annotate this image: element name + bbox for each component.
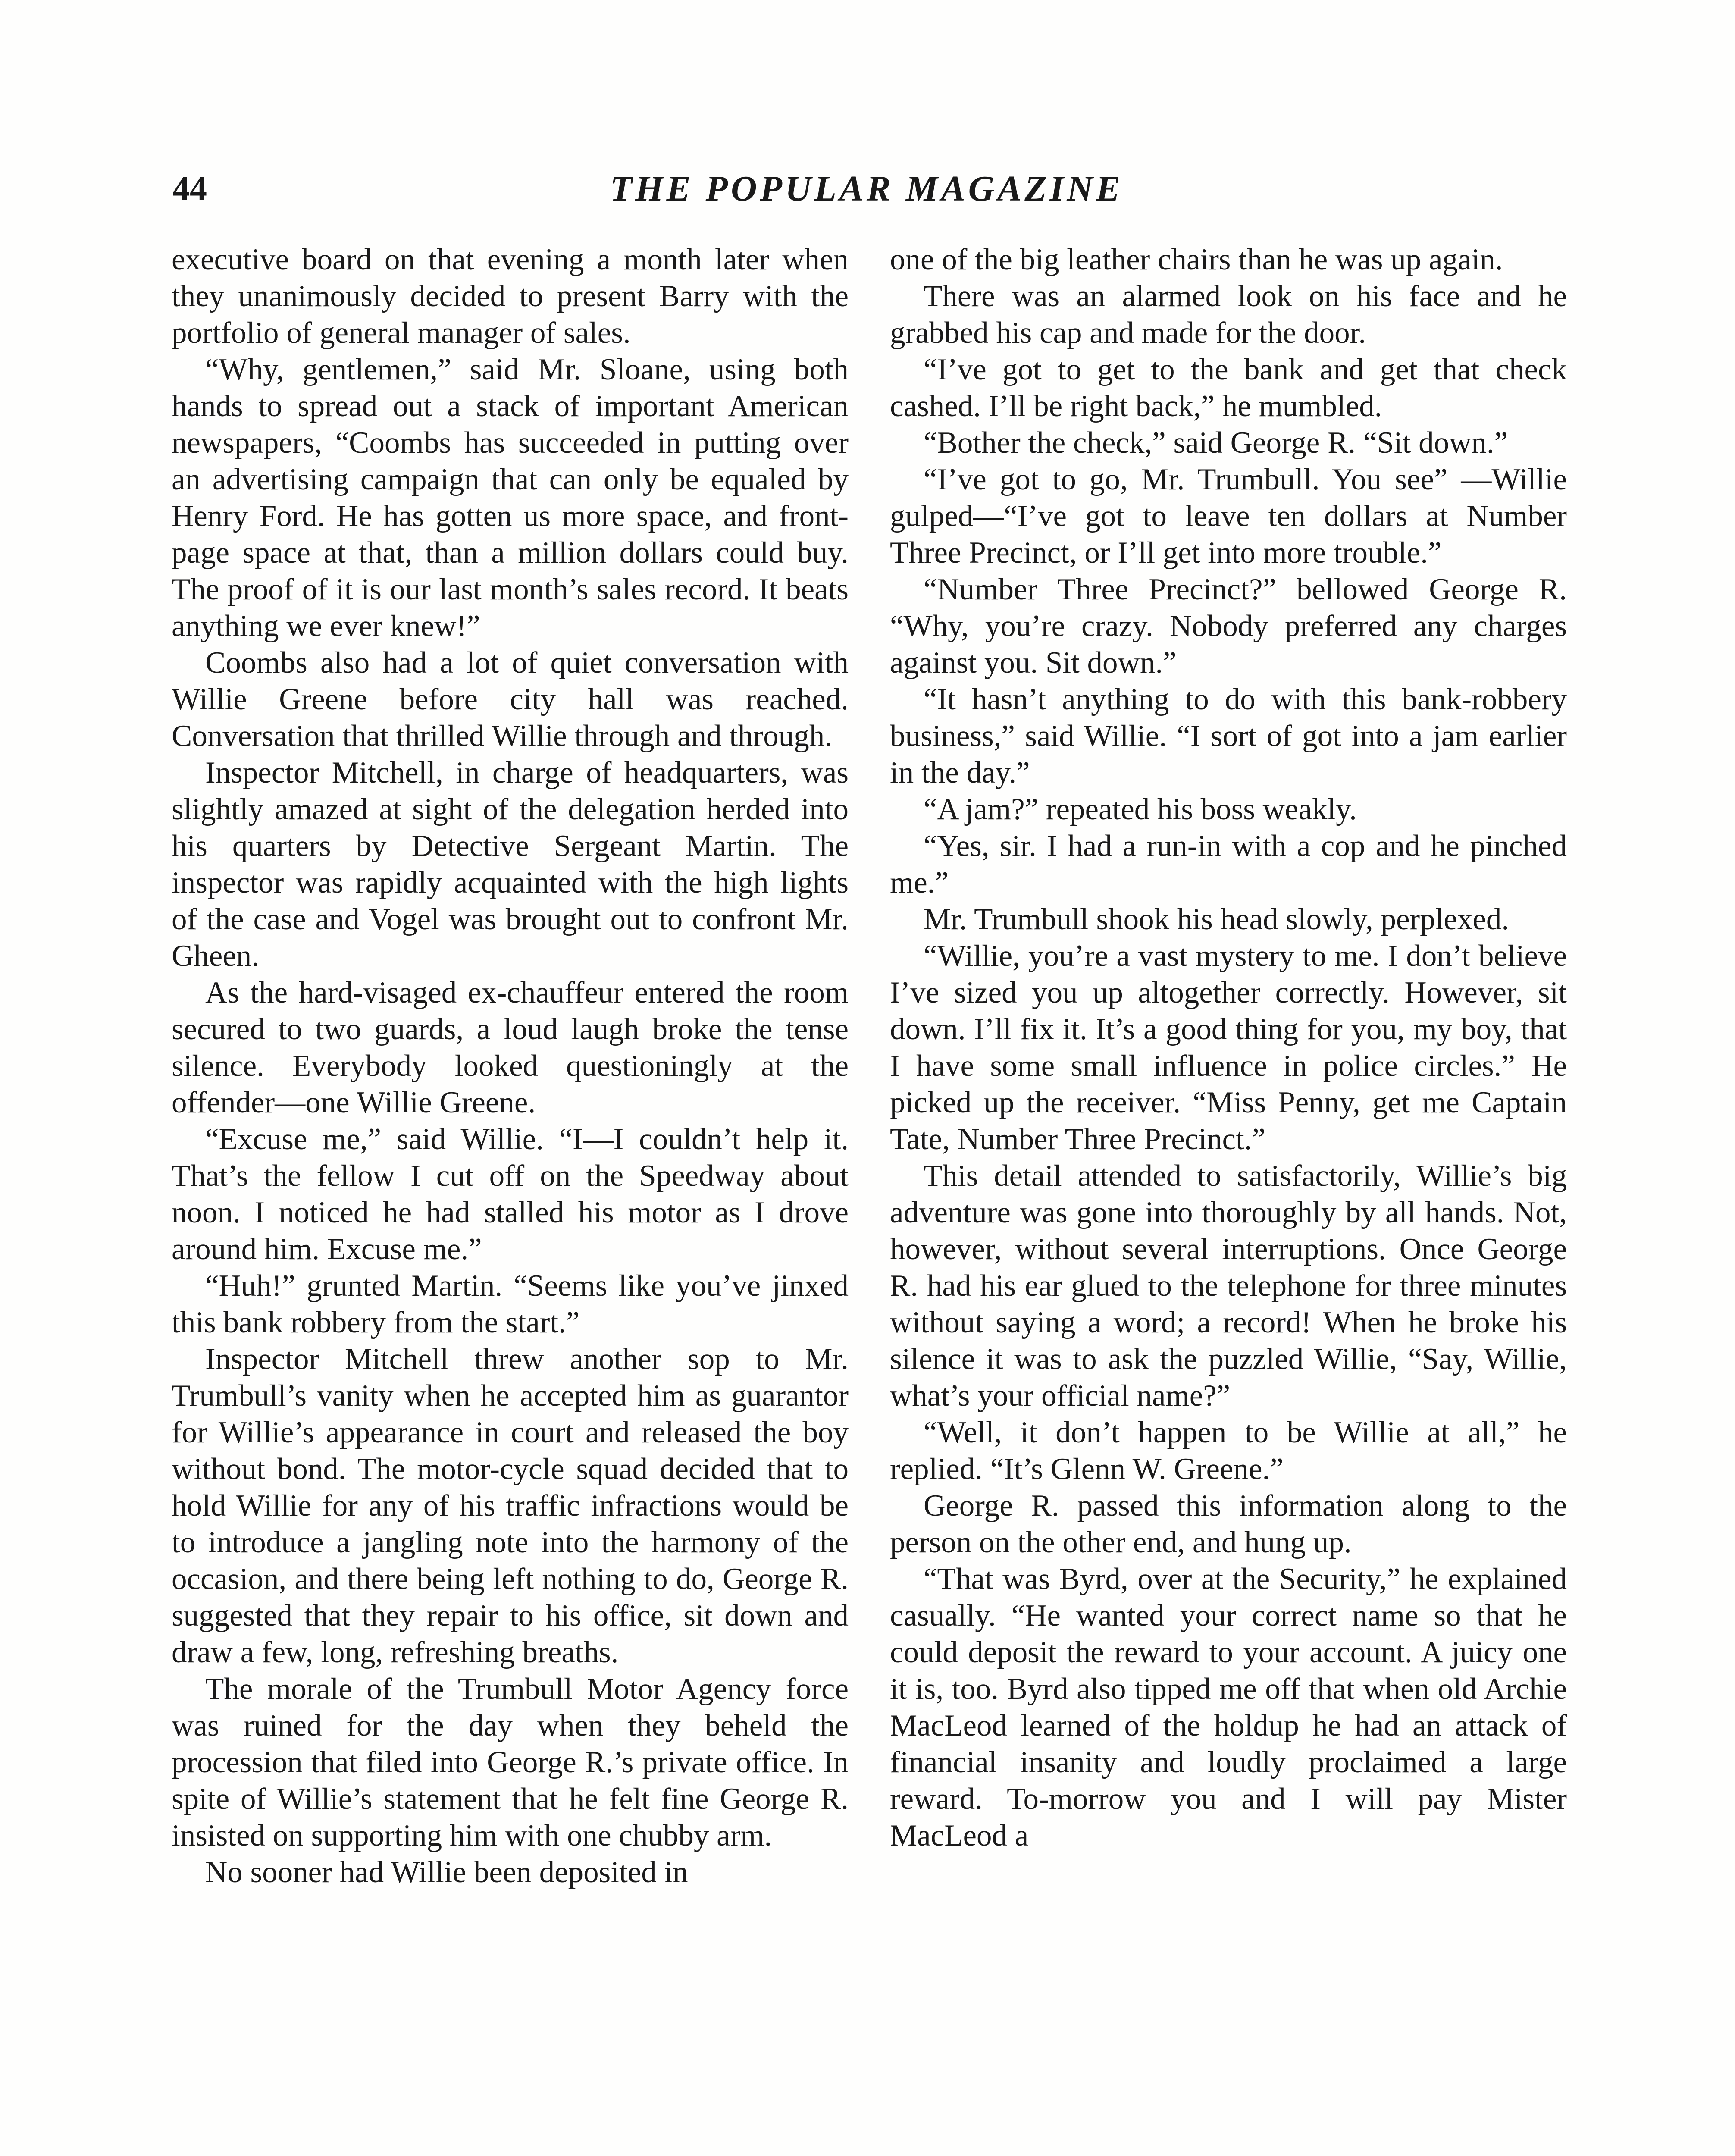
right-text-column	[890, 241, 1567, 1854]
paragraph: “It hasn’t anything to do with this bank-robbery business,” said Willie. “I sort of got into a jam earlier in the day.”	[890, 683, 1567, 790]
paragraph: “Huh!” grunted Martin. “Seems like you’ve jinxed this bank robbery from the start.”	[172, 1269, 849, 1339]
paragraph: “A jam?” repeated his boss weakly.	[924, 793, 1357, 826]
paragraph: There was an alarmed look on his face and he grabbed his cap and made for the door.	[890, 279, 1567, 350]
paragraph: one of the big leather chairs than he was up again.	[890, 243, 1503, 276]
paragraph: Mr. Trumbull shook his head slowly, perplexed.	[924, 903, 1510, 936]
paragraph: “Well, it don’t happen to be Willie at all,” he replied. “It’s Glenn W. Greene.”	[890, 1416, 1567, 1486]
paragraph: “Yes, sir. I had a run-in with a cop and he pinched me.”	[890, 829, 1567, 899]
paragraph: “Excuse me,” said Willie. “I—I couldn’t help it. That’s the fellow I cut off on the Speedway about noon. I noticed he had stalled his motor as I drove around him. Excuse me.”	[172, 1122, 849, 1266]
left-text-column	[172, 241, 849, 1891]
paragraph: This detail attended to satisfactorily, Willie’s big adventure was gone into thoroughly by all hands. Not, however, without several interruptions. Once George R. had his ear glued to the telephone for three minutes without saying a word; a record! When he broke his silence it was to ask the puzzled Willie, “Say, Willie, what’s your official name?”	[890, 1159, 1567, 1413]
paragraph: “Willie, you’re a vast mystery to me. I don’t believe I’ve sized you up altogether correctly. However, sit down. I’ll fix it. It’s a good thing for you, my boy, that I have some small influence in police circles.” He picked up the receiver. “Miss Penny, get me Captain Tate, Number Three Precinct.”	[890, 939, 1567, 1156]
paragraph: Inspector Mitchell threw another sop to Mr. Trumbull’s vanity when he accepted him as guarantor for Willie’s appearance in court and released the boy without bond. The motor-cycle squad decided that to hold Willie for any of his traffic infractions would be to introduce a jangling note into the harmony of the occasion, and there being left nothing to do, George R. suggested that they repair to his office, sit down and draw a few, long, refreshing breaths.	[172, 1342, 849, 1669]
paragraph: As the hard-visaged ex-chauffeur entered the room secured to two guards, a loud laugh broke the tense silence. Everybody looked questioningly at the offender—one Willie Greene.	[172, 976, 849, 1119]
paragraph: executive board on that evening a month later when they unanimously decided to present Barry with the portfolio of general manager of sales.	[172, 243, 849, 350]
paragraph: “That was Byrd, over at the Security,” he explained casually. “He wanted your correct name so that he could deposit the reward to your account. A juicy one it is, too. Byrd also tipped me off that when old Archie MacLeod learned of the holdup he had an attack of financial insanity and loudly proclaimed a large reward. To-morrow you and I will pay Mister MacLeod a	[890, 1562, 1567, 1852]
paragraph: Coombs also had a lot of quiet conversation with Willie Greene before city hall was reached. Conversation that thrilled Willie through and through.	[172, 646, 849, 753]
paragraph: Inspector Mitchell, in charge of headquarters, was slightly amazed at sight of the delegation herded into his quarters by Detective Sergeant Martin. The inspector was rapidly acquainted with the high lights of the case and Vogel was brought out to confront Mr. Gheen.	[172, 756, 849, 973]
paragraph: The morale of the Trumbull Motor Agency force was ruined for the day when they beheld the procession that filed into George R.’s private office. In spite of Willie’s statement that he felt fine George R. insisted on supporting him with one chubby arm.	[172, 1672, 849, 1852]
paragraph: “Why, gentlemen,” said Mr. Sloane, using both hands to spread out a stack of important American newspapers, “Coombs has succeeded in putting over an advertising campaign that can only be equaled by Henry Ford. He has gotten us more space, and front-page space at that, than a million dollars could buy. The proof of it is our last month’s sales record. It beats anything we ever knew!”	[172, 353, 849, 643]
paragraph: “I’ve got to get to the bank and get that check cashed. I’ll be right back,” he mumbled.	[890, 353, 1567, 423]
paragraph: George R. passed this information along to the person on the other end, and hung up.	[890, 1489, 1567, 1559]
paragraph: “Number Three Precinct?” bellowed George R. “Why, you’re crazy. Nobody preferred any charges against you. Sit down.”	[890, 573, 1567, 680]
running-head-title: THE POPULAR MAGAZINE	[610, 169, 1124, 209]
paragraph: No sooner had Willie been deposited in	[205, 1855, 688, 1889]
page-number: 44	[172, 170, 207, 208]
page-header	[172, 163, 1561, 215]
paragraph: “Bother the check,” said George R. “Sit down.”	[924, 426, 1508, 460]
paragraph: “I’ve got to go, Mr. Trumbull. You see” —Willie gulped—“I’ve got to leave ten dollars at Number Three Precinct, or I’ll get into more trouble.”	[890, 463, 1567, 570]
